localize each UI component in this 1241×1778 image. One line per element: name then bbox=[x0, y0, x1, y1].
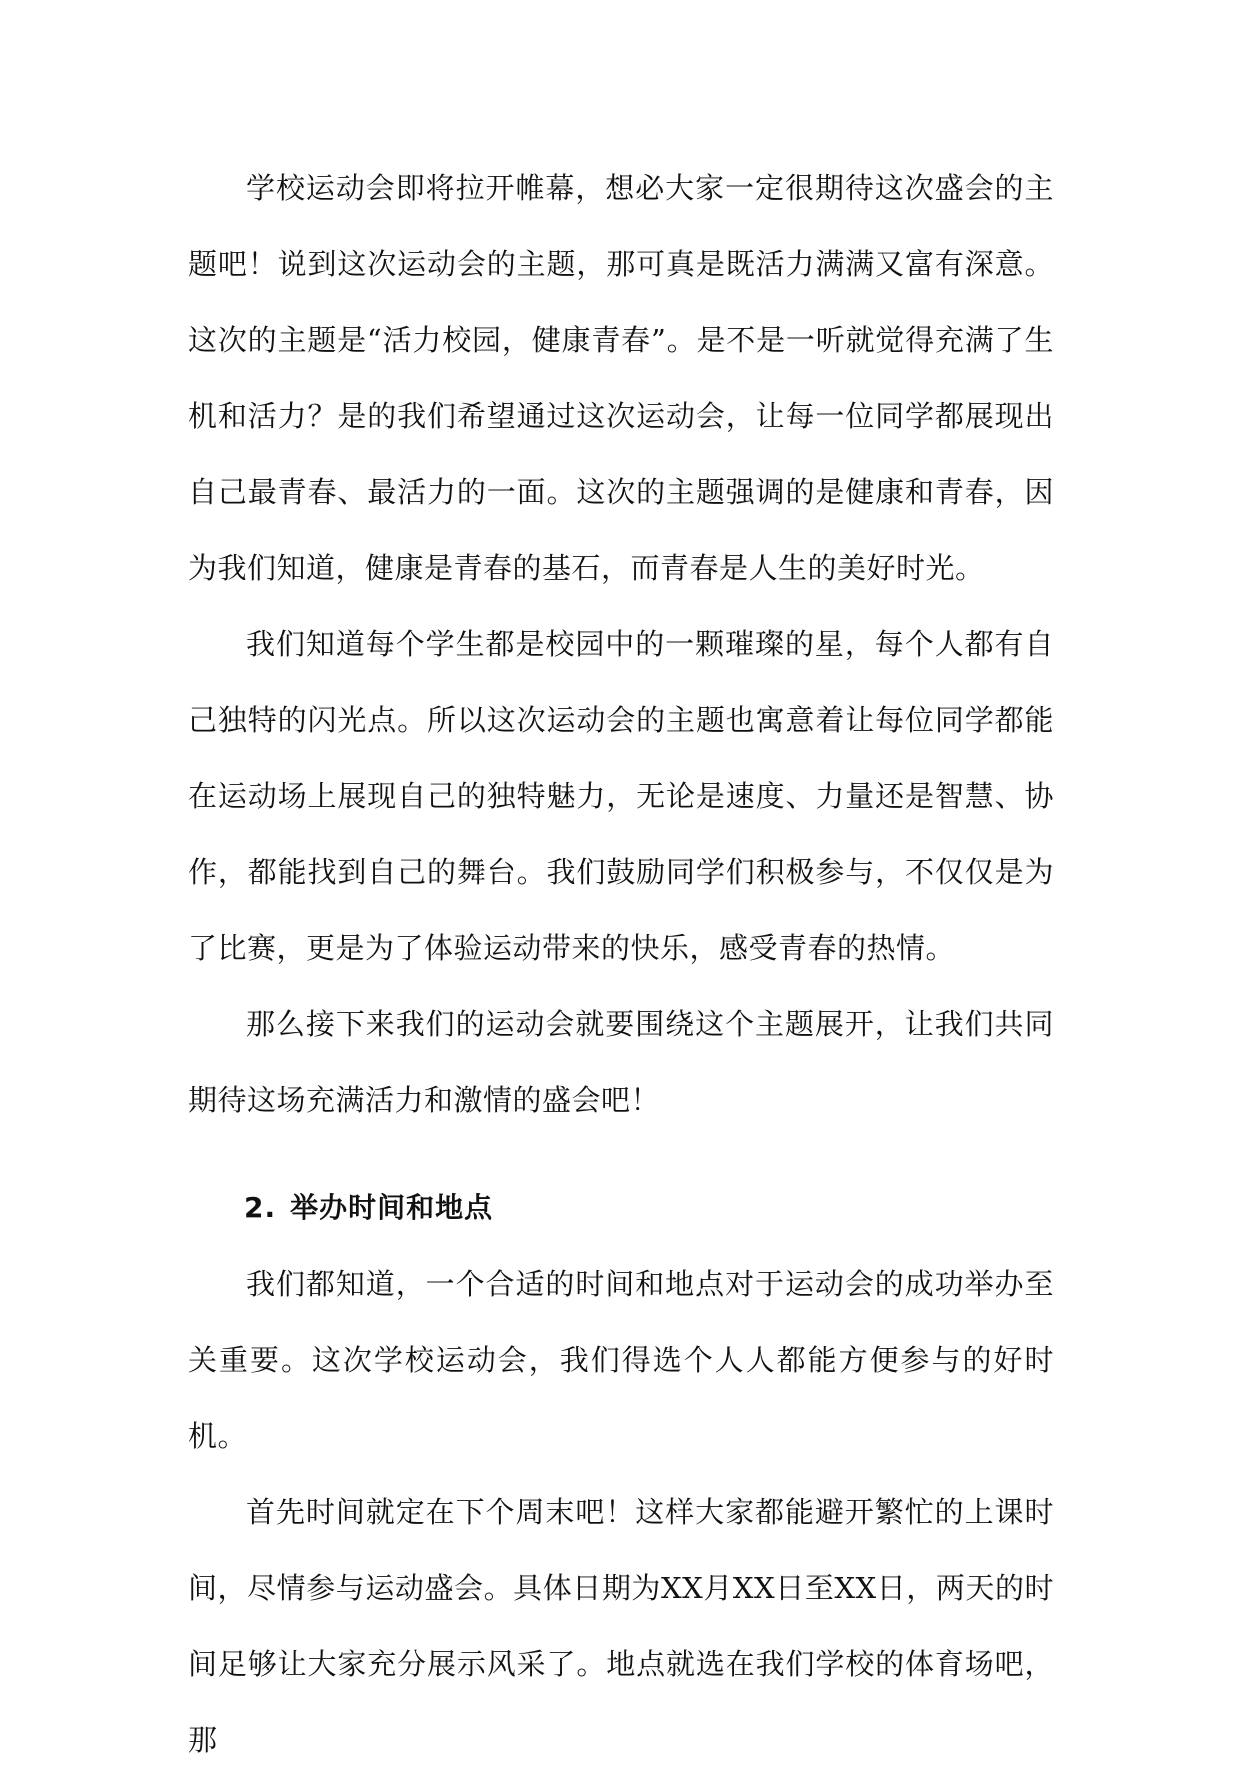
paragraph-theme-intro: 学校运动会即将拉开帷幕，想必大家一定很期待这次盛会的主题吧！说到这次运动会的主题，那可真是既活力满满又富有深意。这次的主题是“活力校园，健康青春”。是不是一听就觉得充满了生机和活力？是的我们希望通过这次运动会，让每一位同学都展现出自己最青春、最活力的一面。这次的主题强调的是健康和青春，因为我们知道，健康是青春的基石，而青春是人生的美好时光。 bbox=[188, 171, 1054, 585]
section-number: 2. bbox=[244, 1191, 277, 1224]
paragraph-time-location-intro: 我们都知道，一个合适的时间和地点对于运动会的成功举办至关重要。这次学校运动会，我们得选个人人都能方便参与的好时机。 bbox=[188, 1267, 1054, 1453]
paragraph-time-location-details: 首先时间就定在下个周末吧！这样大家都能避开繁忙的上课时间，尽情参与运动盛会。具体日期为XX月XX日至XX日，两天的时间足够让大家充分展示风采了。地点就选在我们学校的体育场吧，那 bbox=[188, 1495, 1054, 1757]
document-body bbox=[188, 150, 1054, 1778]
paragraph-theme-closing: 那么接下来我们的运动会就要围绕这个主题展开，让我们共同期待这场充满活力和激情的盛会吧！ bbox=[188, 1007, 1054, 1117]
section-heading-time-location bbox=[188, 1170, 1054, 1246]
paragraph-theme-students: 我们知道每个学生都是校园中的一颗璀璨的星，每个人都有自己独特的闪光点。所以这次运动会的主题也寓意着让每位同学都能在运动场上展现自己的独特魅力，无论是速度、力量还是智慧、协作，都能找到自己的舞台。我们鼓励同学们积极参与，不仅仅是为了比赛，更是为了体验运动带来的快乐，感受青春的热情。 bbox=[188, 627, 1054, 965]
section-title: 举办时间和地点 bbox=[290, 1191, 494, 1224]
